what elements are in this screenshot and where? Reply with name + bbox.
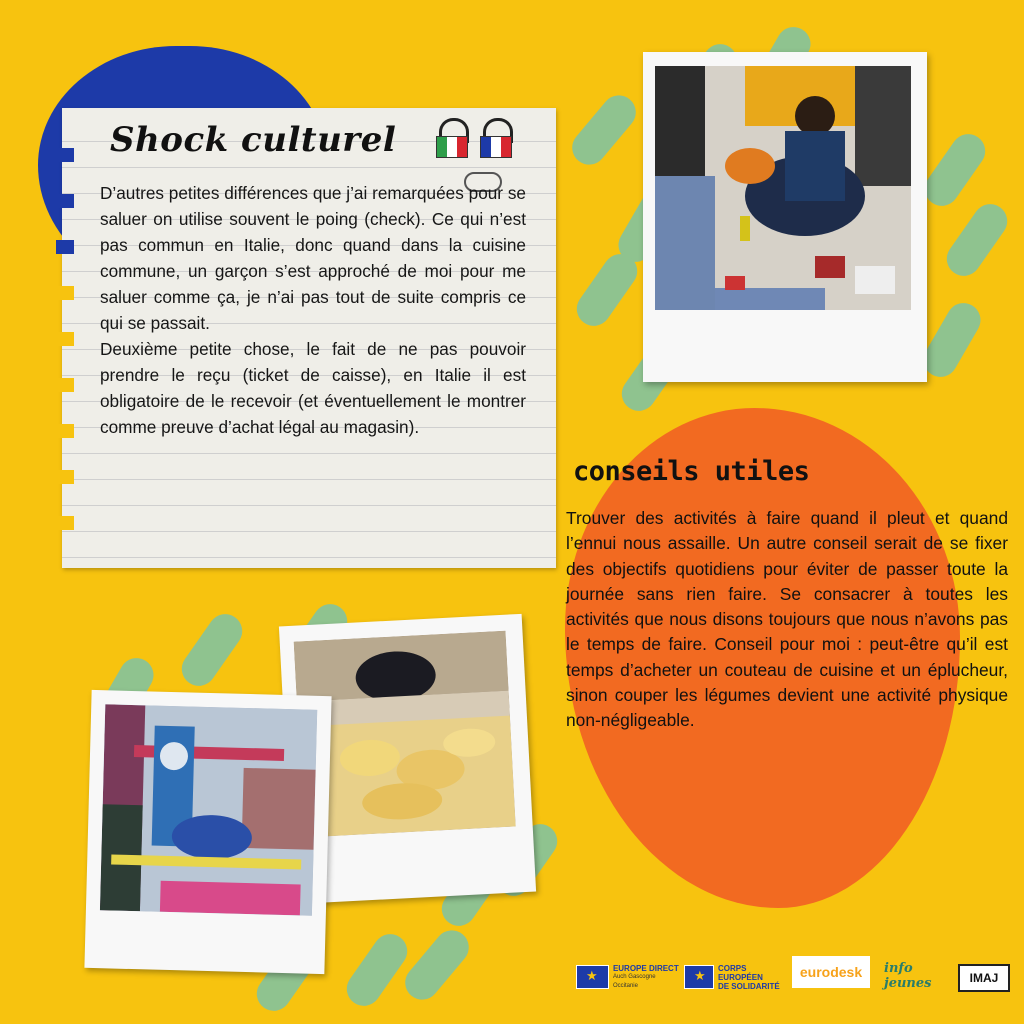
- polaroid-board-game: [643, 52, 927, 382]
- conseils-title: conseils utiles: [573, 456, 810, 487]
- info-jeunes-logo-text: info jeunes: [884, 961, 932, 991]
- europe-direct-logo: [576, 964, 680, 990]
- imaj-logo-text: IMAJ: [969, 971, 999, 985]
- headphones-italy-flag-icon: [436, 118, 472, 154]
- polaroid-fairground: [84, 690, 331, 974]
- note-paragraph-2: Deuxième petite chose, le fait de ne pas pouvoir prendre le reçu (ticket de caisse), en Italie il est obligatoire de le recevoir (et éventuellement le montrer comme preuve d’achat légal au magasin).: [100, 339, 526, 437]
- logo2-line2: DE SOLIDARITÉ: [717, 981, 780, 991]
- conseils-body: Trouver des activités à faire quand il pleut et quand l’ennui nous assaille. Un autre conseil serait de se fixer des objectifs quotidiens pour éviter de passer toute la journée sans rien faire. Se consacrer à toutes les activités que nous disons toujours que nous n’avons pas le temps de faire. Conseil pour moi : peut-être qu’il est temps d’acheter un couteau de cuisine et un éplucheur, sinon couper les légumes devient une activité physique non-négligeable.: [566, 508, 1008, 731]
- fairground-ride-photo: [100, 704, 317, 915]
- notebook-paper-card: [62, 108, 556, 568]
- eurodesk-logo-text: eurodesk: [799, 964, 863, 980]
- info-jeunes-logo: [884, 962, 948, 990]
- logo1-line2: Auch Gascogne Occitanie: [612, 973, 656, 989]
- headphones-france-flag-icon: [480, 118, 516, 154]
- logo2-line1: CORPS EUROPÉEN: [717, 963, 763, 982]
- board-game-photo: [655, 66, 911, 310]
- imaj-logo: [958, 964, 1010, 992]
- note-body: [100, 180, 526, 440]
- note-paragraph-1: D’autres petites différences que j’ai remarquées pour se saluer on utilise souvent le poing (check). Ce qui n’est pas commun en Italie, donc quand dans la cuisine commune, un garçon s’est approché de moi pour me saluer comme ça, je n’ai pas tout de suite compris ce qui se passait.: [100, 183, 526, 333]
- corps-europeen-logo: [684, 964, 784, 990]
- logo1-line1: EUROPE DIRECT: [612, 963, 679, 973]
- eurodesk-logo: [792, 956, 870, 988]
- note-title: Shock culturel: [110, 120, 397, 160]
